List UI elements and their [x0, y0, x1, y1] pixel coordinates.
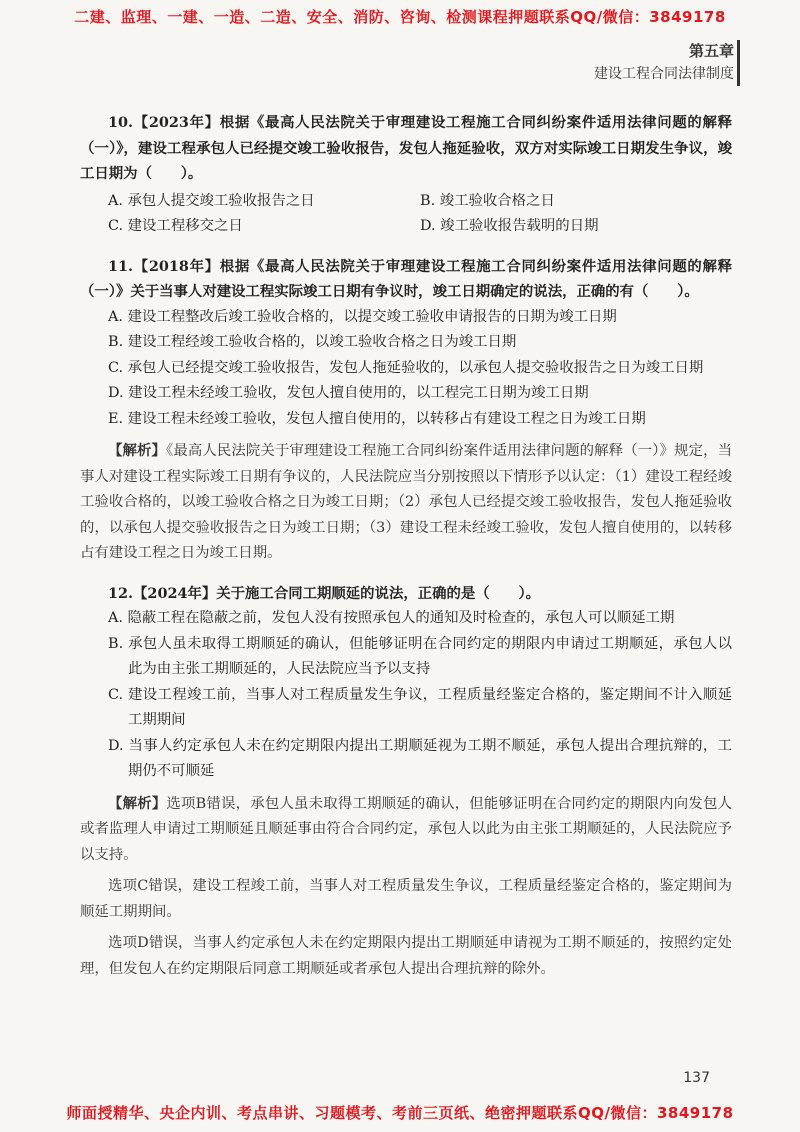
bottom-promo-banner: 师面授精华、央企内训、考点串讲、习题模考、考前三页纸、绝密押题联系QQ/微信：3849178 [66, 1104, 734, 1122]
chapter-header [594, 40, 734, 86]
q12-option-b: B. 承包人虽未取得工期顺延的确认，但能够证明在合同约定的期限内申请过工期顺延，承包人以此为由主张工期顺延的，人民法院应当予以支持 [108, 635, 732, 677]
q10-option-a: A. 承包人提交竣工验收报告之日 [108, 192, 315, 209]
question-12-stem: 12.【2024年】关于施工合同工期顺延的说法，正确的是（ ）。 [108, 584, 541, 602]
chapter-title: 建设工程合同法律制度 [594, 66, 734, 82]
q12-option-c: C. 建设工程竣工前，当事人对工程质量发生争议，工程质量经鉴定合格的，鉴定期间不计入顺延工期期间 [108, 686, 732, 728]
q11-option-d: D. 建设工程未经竣工验收，发包人擅自使用的，以工程完工日期为竣工日期 [108, 385, 589, 401]
q11-option-b: B. 建设工程经竣工验收合格的，以竣工验收合格之日为竣工日期 [108, 334, 517, 350]
q10-option-d: D. 竣工验收报告载明的日期 [420, 218, 599, 234]
question-11-stem: 11.【2018年】根据《最高人民法院关于审理建设工程施工合同纠纷案件适用法律问题的解释（一）》关于当事人对建设工程实际竣工日期有争议时，竣工日期确定的说法，正确的有（ ）。 [80, 257, 732, 300]
q12-option-d: D. 当事人约定承包人未在约定期限内提出工期顺延视为工期不顺延，承包人提出合理抗辩的，工期仍不可顺延 [108, 737, 732, 779]
page-number: 137 [683, 1070, 710, 1086]
q11-option-e: E. 建设工程未经竣工验收，发包人擅自使用的，以转移占有建设工程之日为竣工日期 [108, 410, 646, 427]
top-promo-banner: 二建、监理、一建、一造、二造、安全、消防、咨询、检测课程押题联系QQ/微信：3849178 [74, 8, 726, 26]
q10-option-b: B. 竣工验收合格之日 [420, 192, 555, 209]
q11-analysis [80, 438, 732, 567]
q11-analysis-text: 《最高人民法院关于审理建设工程施工合同纠纷案件适用法律问题的解释（一）》规定，当事人对建设工程实际竣工日期有争议的，人民法院应当分别按照以下情形予以认定：（1）建设工程经竣工验收合格的，以竣工验收合格之日为竣工日期；（2）承包人已经提交竣工验收报告，发包人拖延验收的，以承包人提交验收报告之日为竣工日期；（3）建设工程未经竣工验收，发包人擅自使用的，以转移占有建设工程之日为竣工日期。 [80, 443, 732, 561]
page-content [80, 110, 732, 982]
q10-option-c: C. 建设工程移交之日 [108, 218, 243, 234]
q12-analysis-c: 选项C错误，建设工程竣工前，当事人对工程质量发生争议，工程质量经鉴定合格的，鉴定期间为顺延工期期间。 [80, 878, 732, 920]
q12-analysis-text: 选项B错误，承包人虽未取得工期顺延的确认，但能够证明在合同约定的期限内向发包人或者监理人申请过工期顺延且顺延事由符合合同约定，承包人以此为由主张工期顺延的，人民法院应予以支持。 [80, 795, 732, 863]
q11-option-c: C. 承包人已经提交竣工验收报告，发包人拖延验收的，以承包人提交验收报告之日为竣工日期 [108, 359, 704, 376]
q12-option-a: A. 隐蔽工程在隐蔽之前，发包人没有按照承包人的通知及时检查的，承包人可以顺延工期 [108, 610, 675, 626]
question-10-stem: 10.【2023年】根据《最高人民法院关于审理建设工程施工合同纠纷案件适用法律问题的解释（一）》，建设工程承包人已经提交竣工验收报告，发包人拖延验收，双方对实际竣工日期发生争议，竣工日期为（ ）。 [80, 114, 732, 182]
chapter-divider-bar [737, 40, 740, 86]
q12-analysis [80, 791, 732, 869]
q12-analysis-label: 【解析】 [108, 794, 167, 812]
q11-analysis-label: 【解析】 [108, 442, 167, 459]
question-10-options [80, 189, 732, 240]
chapter-number: 第五章 [688, 42, 734, 60]
q11-option-a: A. 建设工程整改后竣工验收合格的，以提交竣工验收申请报告的日期为竣工日期 [108, 308, 617, 325]
q12-analysis-d: 选项D错误，当事人约定承包人未在约定期限内提出工期顺延申请视为工期不顺延的，按照约定处理，但发包人在约定期限后同意工期顺延或者承包人提出合理抗辩的除外。 [80, 935, 732, 977]
